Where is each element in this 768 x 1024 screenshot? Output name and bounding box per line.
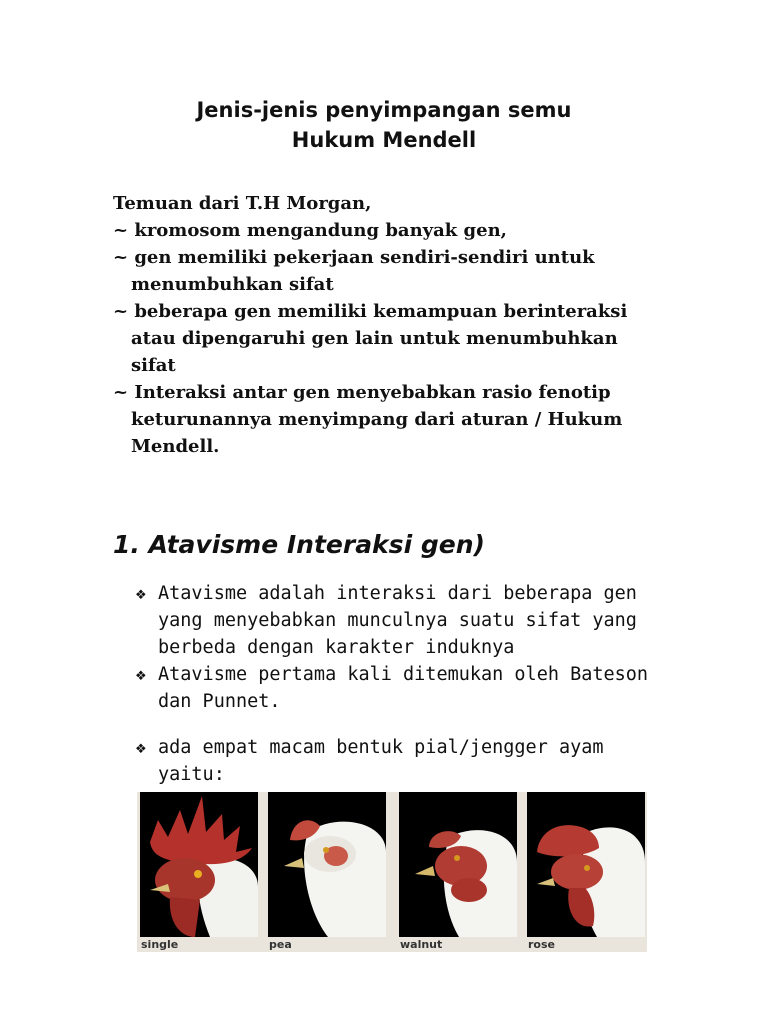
page-title-line-2: Hukum Mendell: [291, 128, 477, 152]
intro-line: Temuan dari T.H Morgan,: [113, 193, 372, 214]
bullet-line: ada empat macam bentuk pial/jengger ayam: [158, 737, 604, 758]
figure-caption-pea: pea: [269, 938, 292, 951]
rooster-rose-comb-icon: [527, 792, 645, 937]
bullet-line: dan Punnet.: [158, 691, 281, 712]
section-heading: 1. Atavisme Interaksi gen): [113, 530, 485, 559]
figure-caption-walnut: walnut: [400, 938, 443, 951]
intro-line: ~ kromosom mengandung banyak gen,: [113, 220, 507, 241]
intro-line: Mendell.: [131, 436, 220, 457]
bullet-line: yaitu:: [158, 764, 225, 785]
bullet-line: Atavisme adalah interaksi dari beberapa gen: [158, 583, 637, 604]
figure-caption-rose: rose: [528, 938, 555, 951]
intro-line: sifat: [131, 355, 176, 376]
bullet-line: Atavisme pertama kali ditemukan oleh Bateson: [158, 664, 649, 685]
bullet-line: yang menyebabkan munculnya suatu sifat yang: [158, 610, 637, 631]
bullet-diamond-icon: ❖: [135, 588, 147, 603]
intro-line: ~ beberapa gen memiliki kemampuan berinteraksi: [113, 301, 628, 322]
intro-line: menumbuhkan sifat: [131, 274, 334, 295]
intro-line: keturunannya menyimpang dari aturan / Hukum: [131, 409, 623, 430]
intro-line: ~ gen memiliki pekerjaan sendiri-sendiri untuk: [113, 247, 595, 268]
page-title-line-1: Jenis-jenis penyimpangan semu: [196, 98, 572, 122]
rooster-comb-figure: [137, 792, 647, 952]
bullet-diamond-icon: ❖: [135, 669, 147, 684]
intro-line: ~ Interaksi antar gen menyebabkan rasio fenotip: [113, 382, 611, 403]
figure-caption-single: single: [141, 938, 179, 951]
rooster-single-comb-icon: [140, 792, 258, 937]
bullet-line: berbeda dengan karakter induknya: [158, 637, 515, 658]
rooster-walnut-comb-icon: [399, 792, 517, 937]
bullet-diamond-icon: ❖: [135, 742, 147, 757]
intro-line: atau dipengaruhi gen lain untuk menumbuhkan: [131, 328, 618, 349]
rooster-pea-comb-icon: [268, 792, 386, 937]
